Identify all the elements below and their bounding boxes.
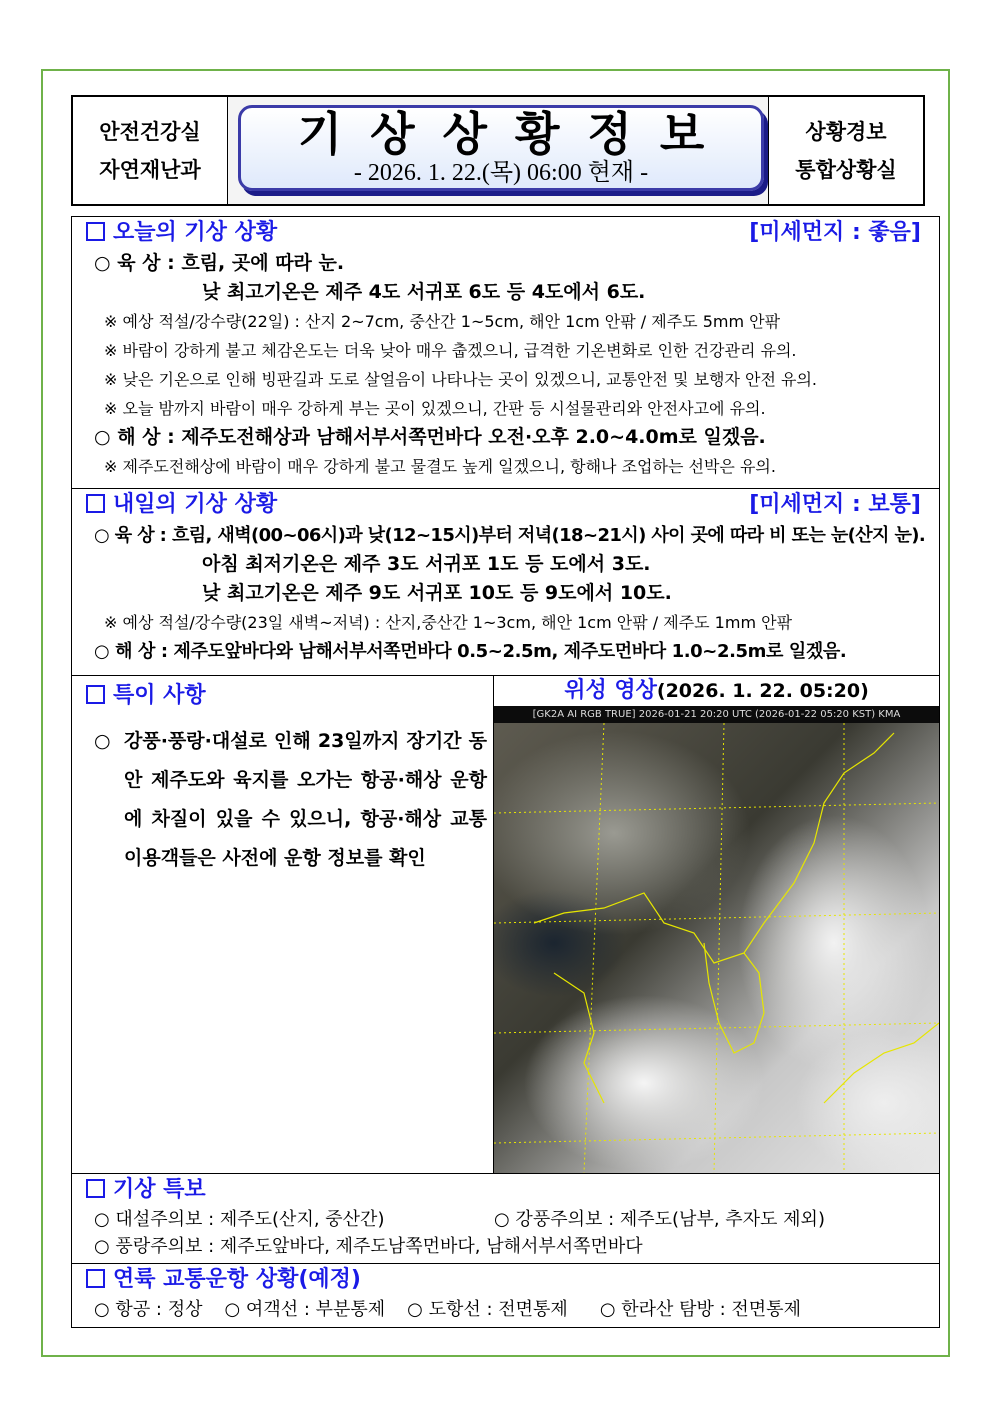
title-text: 특이 사항 (113, 683, 206, 708)
traffic-section (72, 1264, 939, 1327)
checkbox-icon (86, 494, 105, 513)
tomorrow-section (72, 489, 939, 676)
warning-item: ○ 강풍주의보 : 제주도(남부, 추자도 제외) (494, 1209, 825, 1230)
traffic-item: ○ 도항선 : 전면통제 (407, 1299, 568, 1320)
dust-status: [미세먼지 : 보통] (749, 492, 921, 517)
title-text: 위성 영상 (564, 678, 657, 703)
traffic-item: ○ 한라산 탐방 : 전면통제 (599, 1299, 801, 1320)
title-text: 내일의 기상 상황 (113, 492, 278, 517)
dept-left (73, 97, 228, 204)
land-forecast: ○ 육 상 : 흐림, 새벽(00~06시)과 낮(12~15시)부터 저녁(18~21시) 사이 곳에 따라 비 또는 눈(산지 눈). (94, 525, 926, 546)
page-title: 기상상황정보 (297, 107, 733, 161)
high-temp: 낮 최고기온은 제주 9도 서귀포 10도 등 9도에서 10도. (202, 582, 672, 604)
warning-item: ○ 대설주의보 : 제주도(산지, 중산간) (94, 1209, 385, 1230)
report-table (71, 216, 940, 1328)
dept-name: 상황경보 (805, 119, 887, 144)
satellite-title (494, 676, 939, 706)
dept-sub: 자연재난과 (99, 157, 201, 182)
special-text: 강풍·풍랑·대설로 인해 23일까지 장기간 동안 제주도와 육지를 오가는 항공·해상 운항에 차질이 있을 수 있으니, 항공·해상 교통 이용객들은 사전에 운항 정보를 확인 (124, 730, 487, 869)
dept-name: 안전건강실 (99, 119, 201, 144)
header (71, 95, 925, 206)
title-text: 오늘의 기상 상황 (113, 220, 278, 245)
title-text: 연륙 교통운항 상황(예정) (113, 1267, 361, 1292)
warning-item: ○ 풍랑주의보 : 제주도앞바다, 제주도남쪽먼바다, 남해서부서쪽먼바다 (94, 1236, 643, 1257)
checkbox-icon (86, 685, 105, 704)
warnings-section (72, 1174, 939, 1264)
traffic-item: ○ 항공 : 정상 (94, 1299, 203, 1320)
section-title (72, 1264, 939, 1296)
dust-status: [미세먼지 : 좋음] (749, 220, 921, 245)
special-section (72, 676, 939, 1174)
bullet: ○ (94, 730, 111, 752)
low-temp: 아침 최저기온은 제주 3도 서귀포 1도 등 도에서 3도. (202, 553, 651, 575)
today-section (72, 217, 939, 489)
checkbox-icon (86, 222, 105, 241)
note: ※ 낮은 기온으로 인해 빙판길과 도로 살얼음이 나타나는 곳이 있겠으니, 교통안전 및 보행자 안전 유의. (104, 370, 818, 389)
special-note (72, 716, 493, 878)
note: ※ 예상 적설/강수량(23일 새벽~저녁) : 산지,중산간 1~3cm, 해안 1cm 안팎 / 제주도 1mm 안팎 (104, 613, 793, 632)
satellite-time: (2026. 1. 22. 05:20) (656, 680, 869, 702)
note: ※ 예상 적설/강수량(22일) : 산지 2~7cm, 중산간 1~5cm, 해안 1cm 안팎 / 제주도 5mm 안팎 (104, 312, 781, 331)
checkbox-icon (86, 1179, 105, 1198)
dept-right (768, 97, 923, 204)
satellite-panel (494, 676, 939, 1173)
checkbox-icon (86, 1269, 105, 1288)
note: ※ 제주도전해상에 바람이 매우 강하게 불고 물결도 높게 일겠으니, 항해나 조업하는 선박은 유의. (104, 457, 776, 476)
sea-forecast: ○ 해 상 : 제주도앞바다와 남해서부서쪽먼바다 0.5~2.5m, 제주도먼바다 1.0~2.5m로 일겠음. (94, 641, 847, 662)
title-text: 기상 특보 (113, 1177, 206, 1202)
satellite-caption: [GK2A AI RGB TRUE] 2026-01-21 20:20 UTC (2026-01-22 05:20 KST) KMA (494, 706, 939, 723)
traffic-item: ○ 여객선 : 부분통제 (224, 1299, 386, 1320)
dept-sub: 통합상황실 (795, 157, 897, 182)
section-title (72, 1174, 939, 1206)
temp-forecast: 낮 최고기온은 제주 4도 서귀포 6도 등 4도에서 6도. (202, 281, 646, 303)
land-forecast: ○ 육 상 : 흐림, 곳에 따라 눈. (94, 252, 345, 274)
report-date: - 2026. 1. 22.(목) 06:00 현재 - (353, 160, 649, 186)
sea-forecast: ○ 해 상 : 제주도전해상과 남해서부서쪽먼바다 오전·오후 2.0~4.0m로 일겠음. (94, 426, 766, 448)
note: ※ 오늘 밤까지 바람이 매우 강하게 부는 곳이 있겠으니, 간판 등 시설물관리와 안전사고에 유의. (104, 399, 766, 418)
section-title (72, 676, 493, 716)
satellite-image (494, 723, 939, 1173)
title-banner (238, 105, 764, 191)
note: ※ 바람이 강하게 불고 체감온도는 더욱 낮아 매우 춥겠으니, 급격한 기온변화로 인한 건강관리 유의. (104, 341, 797, 360)
